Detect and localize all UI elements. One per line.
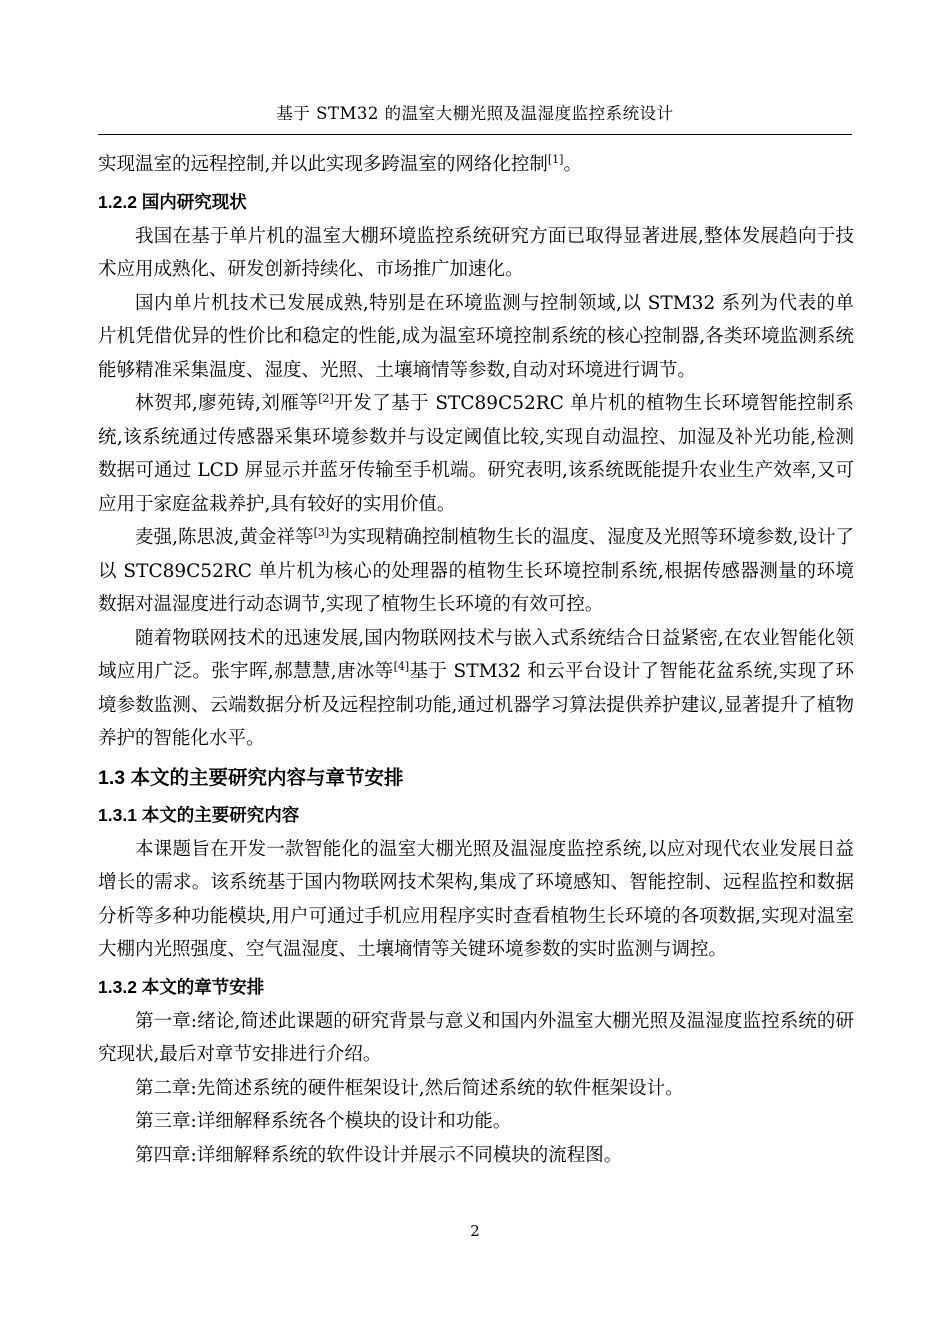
paragraph: 我国在基于单片机的温室大棚环境监控系统研究方面已取得显著进展,整体发展趋向于技术应用成熟化、研发创新持续化、市场推广加速化。 bbox=[98, 225, 854, 280]
paragraph: 第三章:详细解释系统各个模块的设计和功能。 bbox=[135, 1111, 512, 1132]
section-heading-1-2-2: 1.2.2 国内研究现状 bbox=[98, 191, 247, 212]
paragraph: 麦强,陈思波,黄金祥等[3]为实现精确控制植物生长的温度、湿度及光照等环境参数,设计了以 STC89C52RC 单片机为核心的处理器的植物生长环境控制系统,根据传感器测量的环境数据对温湿度进行动态调节,实现了植物生长环境的有效可控。 bbox=[98, 525, 854, 615]
paragraph: 随着物联网技术的迅速发展,国内物联网技术与嵌入式系统结合日益紧密,在农业智能化领域应用广泛。张宇晖,郝慧慧,唐冰等[4]基于 STM32 和云平台设计了智能花盆系统,实现了环境参数监测、云端数据分析及远程控制功能,通过机器学习算法提供养护建议,显著提升了植物养护的智能化水平。 bbox=[98, 627, 855, 749]
paragraph: 国内单片机技术已发展成熟,特别是在环境监测与控制领域,以 STM32 系列为代表的单片机凭借优异的性价比和稳定的性能,成为温室环境控制系统的核心控制器,各类环境监测系统能够精准采集温度、湿度、光照、土壤墒情等参数,自动对环境进行调节。 bbox=[98, 292, 854, 381]
paragraph: 第四章:详细解释系统的软件设计并展示不同模块的流程图。 bbox=[135, 1144, 623, 1166]
page-header: 基于 STM32 的温室大棚光照及温湿度监控系统设计 bbox=[276, 104, 674, 123]
section-heading-1-3-1: 1.3.1 本文的主要研究内容 bbox=[98, 804, 300, 825]
paragraph: 第一章:绪论,简述此课题的研究背景与意义和国内外温室大棚光照及温湿度监控系统的研究现状,最后对章节安排进行介绍。 bbox=[98, 1010, 854, 1065]
document-body bbox=[98, 148, 854, 1172]
header-divider bbox=[98, 134, 852, 135]
paragraph: 实现温室的远程控制,并以此实现多跨温室的网络化控制[1]。 bbox=[98, 152, 582, 175]
paragraph: 林贺邦,廖苑铸,刘雁等[2]开发了基于 STC89C52RC 单片机的植物生长环境智能控制系统,该系统通过传感器采集环境参数并与设定阈值比较,实现自动温控、加湿及补光功能,检测数据可通过 LCD 屏显示并蓝牙传输至手机端。研究表明,该系统既能提升农业生产效率,又可应用于家庭盆栽养护,具有较好的实用价值。 bbox=[98, 391, 854, 515]
paragraph: 第二章:先简述系统的硬件框架设计,然后简述系统的软件框架设计。 bbox=[135, 1077, 684, 1099]
page-number: 2 bbox=[470, 1222, 480, 1240]
section-heading-1-3-2: 1.3.2 本文的章节安排 bbox=[98, 976, 265, 997]
section-heading-1-3: 1.3 本文的主要研究内容与章节安排 bbox=[98, 766, 404, 789]
paragraph: 本课题旨在开发一款智能化的温室大棚光照及温湿度监控系统,以应对现代农业发展日益增长的需求。该系统基于国内物联网技术架构,集成了环境感知、智能控制、远程监控和数据分析等多种功能模块,用户可通过手机应用程序实时查看植物生长环境的各项数据,实现对温室大棚内光照强度、空气温湿度、土壤墒情等关键环境参数的实时监测与调控。 bbox=[98, 838, 854, 960]
